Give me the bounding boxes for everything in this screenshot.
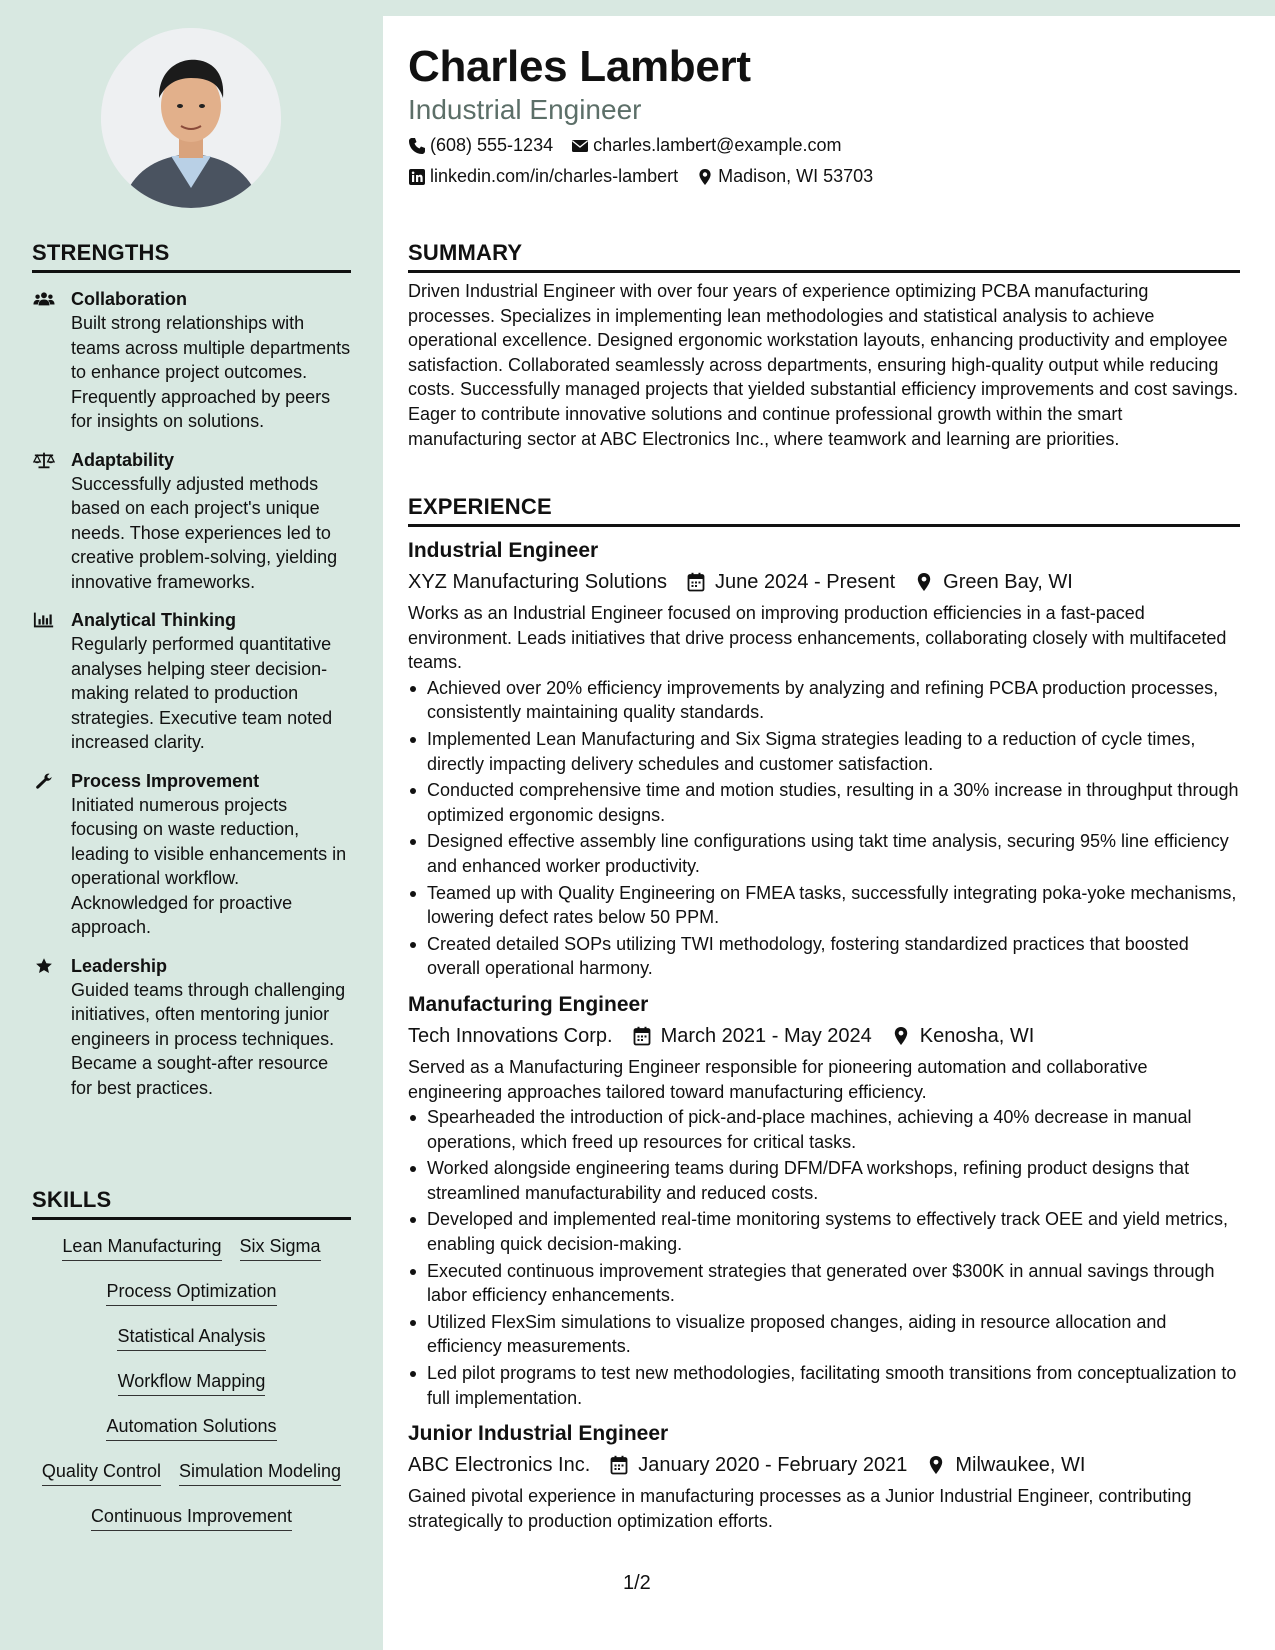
strength-title: Process Improvement (71, 770, 260, 791)
strength-description: Built strong relationships with teams across multiple departments to enhance project outcomes. Frequently approached by peers for insights on solutions. (71, 313, 351, 431)
strength-description: Regularly performed quantitative analyses helping steer decision-making related to production strategies. Executive team noted increased clarity. (71, 634, 333, 752)
map-pin-icon (892, 1026, 910, 1046)
job-bullets (408, 676, 1240, 981)
wrench-icon (32, 771, 56, 791)
strength-item (32, 769, 351, 940)
page-number: 1/2 (623, 1572, 651, 1594)
location-text: Madison, WI 53703 (718, 166, 874, 186)
calendar-icon (633, 1026, 651, 1046)
strength-item (32, 448, 351, 595)
strength-item (32, 954, 351, 1101)
job-entry (408, 537, 1240, 981)
skills-list (32, 1234, 351, 1549)
contact-row-1 (408, 135, 859, 156)
job-dates-wrap (610, 1450, 907, 1480)
job-location: Green Bay, WI (943, 571, 1073, 593)
map-pin-icon (696, 168, 714, 186)
calendar-icon (687, 572, 705, 592)
skill-tag: Six Sigma (240, 1234, 321, 1261)
bar-chart-icon (32, 610, 56, 630)
skill-tag: Quality Control (42, 1459, 161, 1486)
avatar-illustration (101, 28, 281, 208)
skill-tag: Workflow Mapping (118, 1369, 266, 1396)
strength-title: Collaboration (71, 289, 187, 309)
contact-email[interactable] (571, 135, 841, 156)
job-meta (408, 1021, 1240, 1051)
skill-tag: Automation Solutions (106, 1414, 276, 1441)
job-role: Manufacturing Engineer (408, 992, 649, 1016)
email-text: charles.lambert@example.com (593, 135, 842, 155)
users-icon (32, 289, 56, 309)
skill-tag: Simulation Modeling (179, 1459, 341, 1486)
bullet-item: Utilized FlexSim simulations to visualize proposed changes, aiding in resource allocation and efficiency measurements. (408, 1310, 1240, 1359)
job-meta (408, 1450, 1240, 1480)
strength-title: Analytical Thinking (71, 610, 237, 630)
job-meta (408, 567, 1240, 597)
strength-title: Leadership (71, 955, 168, 976)
strength-item (32, 608, 351, 755)
bullet-item: Created detailed SOPs utilizing TWI methodology, fostering standardized practices that boosted overall operational harmony. (408, 932, 1240, 981)
map-pin-icon (927, 1455, 945, 1475)
job-role: Industrial Engineer (408, 539, 599, 562)
bullet-item: Implemented Lean Manufacturing and Six Sigma strategies leading to a reduction of cycle times, directly impacting delivery schedules and customer satisfaction. (408, 727, 1240, 776)
job-description: Served as a Manufacturing Engineer responsible for pioneering automation and collaborative engineering approaches tailored toward manufacturing efficiency. (408, 1056, 1148, 1102)
strength-description: Guided teams through challenging initiatives, often mentoring junior engineers in process techniques. Became a sought-after resource for best practices. (71, 979, 346, 1098)
summary-heading: SUMMARY (408, 240, 1240, 273)
strength-item (32, 287, 351, 434)
bullet-item: Achieved over 20% efficiency improvements by analyzing and refining PCBA production processes, consistently maintaining quality standards. (408, 676, 1240, 725)
skill-tag: Process Optimization (106, 1279, 276, 1306)
envelope-icon (571, 137, 589, 155)
job-entry (408, 1420, 1240, 1533)
summary-section (408, 240, 1240, 451)
bullet-item: Led pilot programs to test new methodologies, facilitating smooth transitions from conceptualization to full implementation. (408, 1361, 1240, 1410)
strengths-section (32, 240, 351, 1100)
bullet-item: Developed and implemented real-time monitoring systems to effectively track OEE and yield metrics, enabling quick decision-making. (408, 1207, 1240, 1256)
job-location: Milwaukee, WI (955, 1454, 1086, 1477)
job-dates: January 2020 - February 2021 (638, 1454, 908, 1477)
strength-title: Adaptability (71, 449, 175, 470)
strength-description: Successfully adjusted methods based on each project's unique needs. Those experiences led to creative problem-solving, yielding innovative frameworks. (71, 473, 338, 592)
star-icon (32, 956, 56, 976)
job-role: Junior Industrial Engineer (408, 1422, 669, 1446)
phone-text: (608) 555-1234 (430, 135, 554, 155)
bullet-item: Designed effective assembly line configurations using takt time analysis, securing 95% line efficiency and enhanced worker productivity. (408, 829, 1240, 878)
contact-phone[interactable] (408, 135, 553, 156)
bullet-item: Spearheaded the introduction of pick-and-place machines, achieving a 40% decrease in manual operations, which freed up resources for critical tasks. (408, 1105, 1240, 1154)
profile-photo (101, 28, 281, 208)
candidate-name: Charles Lambert (408, 42, 751, 91)
job-location: Kenosha, WI (919, 1024, 1035, 1047)
bullet-item: Worked alongside engineering teams during DFM/DFA workshops, refining product designs that streamlined manufacturability and reduced costs. (408, 1156, 1240, 1205)
experience-section (408, 494, 1240, 1533)
job-company: XYZ Manufacturing Solutions (408, 571, 668, 593)
skill-tag: Lean Manufacturing (62, 1234, 221, 1261)
job-bullets (408, 1105, 1240, 1410)
job-description: Works as an Industrial Engineer focused on improving production efficiencies in a fast-paced environment. Leads initiatives that drive process enhancements, collaborating closely with multifaceted teams. (408, 603, 1227, 673)
bullet-item: Executed continuous improvement strategies that generated over $300K in annual savings through labor efficiency enhancements. (408, 1259, 1240, 1308)
contact-linkedin[interactable] (408, 166, 678, 187)
job-dates: June 2024 - Present (715, 571, 896, 593)
phone-icon (408, 137, 426, 155)
contact-location (696, 166, 873, 187)
skills-section (32, 1187, 351, 1549)
job-entry (408, 991, 1240, 1410)
bullet-item: Conducted comprehensive time and motion studies, resulting in a 30% increase in throughput through optimized ergonomic designs. (408, 778, 1240, 827)
summary-text: Driven Industrial Engineer with over four years of experience optimizing PCBA manufacturing processes. Specializes in implementing lean methodologies and statistical analysis to achieve operational excellence. Designed ergonomic workstation layouts, enhancing productivity and employee satisfaction. Collaborated seamlessly across departments, ensuring high-quality output while reducing costs. Successfully managed projects that yielded substantial efficiency improvements and cost savings. Eager to contribute innovative solutions and continue professional growth within the smart manufacturing sector at ABC Electronics Inc., where teamwork and learning are priorities. (408, 281, 1239, 449)
strengths-heading: STRENGTHS (32, 240, 351, 273)
skill-tag: Continuous Improvement (91, 1504, 292, 1531)
balance-scale-icon (32, 450, 56, 470)
bullet-item: Teamed up with Quality Engineering on FMEA tasks, successfully integrating poka-yoke mechanisms, lowering defect rates below 50 PPM. (408, 881, 1240, 930)
job-description: Gained pivotal experience in manufacturing processes as a Junior Industrial Engineer, contributing strategically to production optimization efforts. (408, 1486, 1192, 1531)
job-location-wrap (927, 1450, 1085, 1480)
job-dates: March 2021 - May 2024 (660, 1024, 872, 1047)
job-dates-wrap (633, 1021, 872, 1051)
candidate-title: Industrial Engineer (408, 94, 642, 125)
job-dates-wrap (687, 567, 895, 597)
contact-row-2 (408, 166, 891, 187)
skill-tag: Statistical Analysis (117, 1324, 265, 1351)
linkedin-text: linkedin.com/in/charles-lambert (430, 166, 679, 186)
skills-heading: SKILLS (32, 1187, 351, 1220)
job-location-wrap (915, 567, 1073, 597)
linkedin-icon (408, 168, 426, 186)
map-pin-icon (915, 572, 933, 592)
calendar-icon (610, 1455, 628, 1475)
experience-heading: EXPERIENCE (408, 494, 1240, 527)
job-location-wrap (892, 1021, 1035, 1051)
job-company: Tech Innovations Corp. (408, 1024, 613, 1047)
strength-description: Initiated numerous projects focusing on waste reduction, leading to visible enhancements in operational workflow. Acknowledged for proactive approach. (71, 794, 347, 937)
job-company: ABC Electronics Inc. (408, 1454, 591, 1477)
